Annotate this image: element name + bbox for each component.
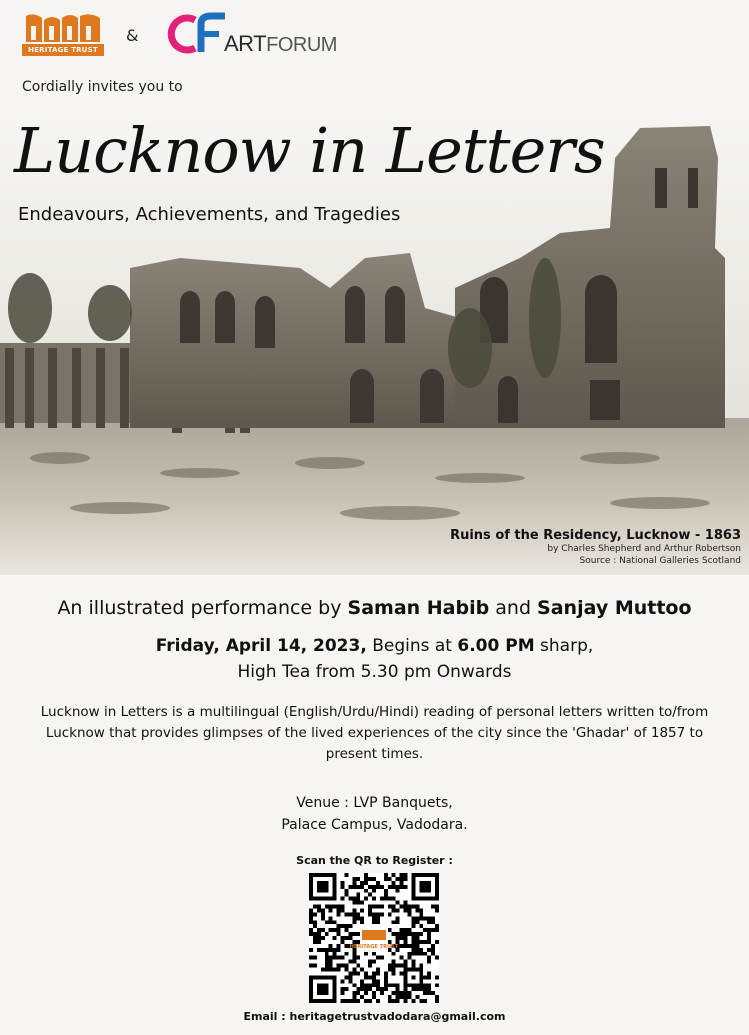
- artforum-logo-mark: [161, 12, 227, 56]
- qr-center-label: HERITAGE TRUST: [349, 943, 399, 950]
- scan-qr-label: Scan the QR to Register :: [296, 854, 453, 867]
- ampersand: &: [126, 26, 139, 45]
- date-line: [0, 636, 749, 656]
- photo-caption-title: Ruins of the Residency, Lucknow - 1863: [450, 528, 741, 543]
- performer-2: Sanjay Muttoo: [537, 597, 692, 619]
- event-description: Lucknow in Letters is a multilingual (English/Urdu/Hindi) reading of personal letters written to/from Lucknow that provides glimpses of the lived experiences of the city since the 'Ghadar' of 1857 to present times.: [40, 704, 709, 762]
- photo-credit: by Charles Shepherd and Arthur Robertson: [547, 544, 741, 554]
- photo-caption: [450, 528, 741, 567]
- venue-line-1: Venue : LVP Banquets,: [296, 795, 453, 811]
- event-title: Lucknow in Letters: [14, 114, 605, 187]
- heritage-trust-label: HERITAGE TRUST: [22, 44, 104, 56]
- event-time: 6.00 PM: [457, 636, 535, 656]
- venue-line-2: Palace Campus, Vadodara.: [281, 817, 468, 833]
- sharp-text: sharp,: [534, 636, 594, 656]
- high-tea-line: High Tea from 5.30 pm Onwards: [237, 662, 512, 682]
- performance-and: and: [489, 597, 538, 619]
- photo-source: Source : National Galleries Scotland: [579, 556, 741, 566]
- qr-center-logo: [362, 930, 386, 940]
- performance-line: [0, 597, 749, 619]
- invite-line: Cordially invites you to: [22, 79, 183, 95]
- artforum-art-text: ART: [224, 31, 267, 56]
- artforum-forum-text: FORUM: [266, 34, 337, 56]
- event-date: Friday, April 14, 2023,: [155, 636, 367, 656]
- event-subtitle: Endeavours, Achievements, and Tragedies: [18, 204, 401, 225]
- artforum-wordmark: [224, 31, 337, 57]
- performance-prefix: An illustrated performance by: [57, 597, 348, 619]
- registration-qr-code[interactable]: [309, 873, 439, 1003]
- contact-email[interactable]: Email : heritagetrustvadodara@gmail.com: [243, 1010, 506, 1023]
- begins-text: Begins at: [366, 636, 458, 656]
- performer-1: Saman Habib: [347, 597, 490, 619]
